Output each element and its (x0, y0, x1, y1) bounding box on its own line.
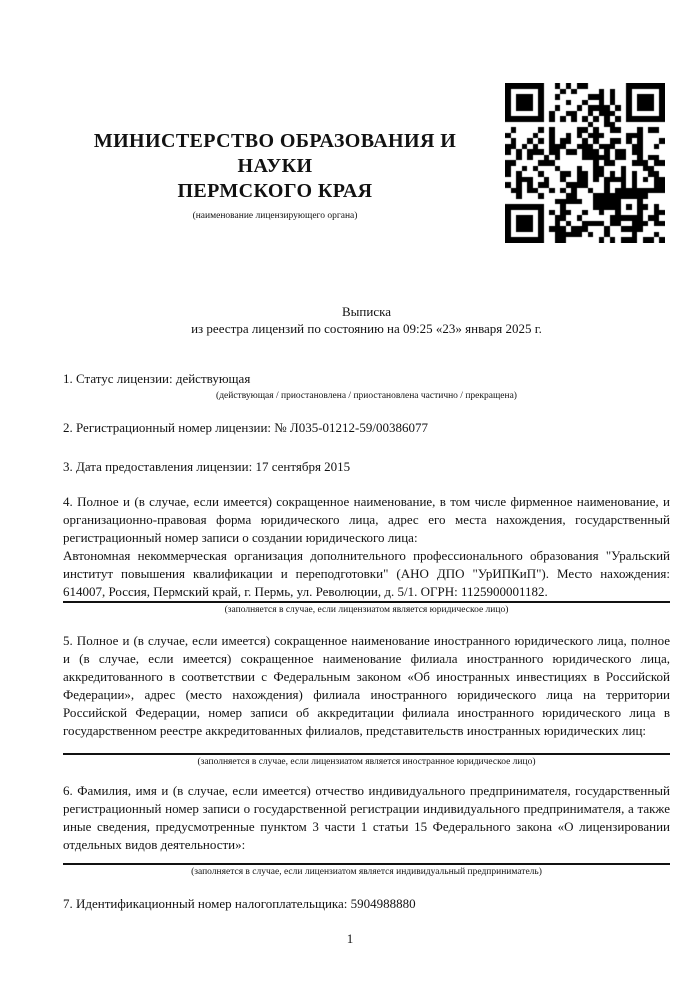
item-5-foreign-entity-label: 5. Полное и (в случае, если имеется) сокращенное наименование иностранного юридического лица, полное и (в случае, если имеется) сокращенное наименование филиала иностранного юридического лица, аккредитованного в соответствии с Федеральным законом «Об иностранных инвестициях в Российской Федерации», адрес (место нахождения) филиала иностранного юридического лица на территории Российской Федерации, номер записи об аккредитации филиала иностранного юридического лица в государственном реестре аккредитованных филиалов, представительств иностранных юридических лиц: (63, 633, 670, 738)
document-title (63, 303, 670, 337)
document-title-line2: из реестра лицензий по состоянию на 09:25 «23» января 2025 г. (191, 321, 542, 336)
item-4-legal-entity-label: 4. Полное и (в случае, если имеется) сокращенное наименование, в том числе фирменное наименование, и организационно-правовая форма юридического лица, адрес его места нахождения, государственный регистрационный номер записи о создании юридического лица: (63, 494, 670, 545)
item-5-caption: (заполняется в случае, если лицензиатом является иностранное юридическое лицо) (197, 757, 536, 767)
item-4-legal-entity-value: Автономная некоммерческая организация дополнительного профессионального образования "Уральский институт повышения квалификации и переподготовки" (АНО ДПО "УрИПКиП"). Место нахождения: 614007, Россия, Пермский край, г. Пермь, ул. Революции, д. 5/1. ОГРН: 1125900001182. (63, 548, 670, 599)
item-5-answer-line (63, 753, 670, 755)
item-3-license-date: 3. Дата предоставления лицензии: 17 сентября 2015 (63, 459, 351, 474)
ministry-caption: (наименование лицензирующего органа) (192, 211, 358, 221)
licensing-authority-header (65, 129, 485, 222)
document-body (63, 303, 670, 913)
ministry-name-line2: ПЕРМСКОГО КРАЯ (177, 180, 373, 202)
item-2-registration-number: 2. Регистрационный номер лицензии: № Л035-01212-59/00386077 (63, 420, 429, 435)
qr-code (505, 83, 665, 243)
ministry-name (65, 129, 485, 204)
item-6-caption: (заполняется в случае, если лицензиатом является индивидуальный предприниматель) (191, 867, 542, 877)
item-1-caption: (действующая / приостановлена / приостановлена частично / прекращена) (216, 391, 517, 401)
item-4-answer-line (63, 601, 670, 603)
item-4-caption: (заполняется в случае, если лицензиатом является юридическое лицо) (224, 605, 509, 615)
item-1-license-status: 1. Статус лицензии: действующая (63, 371, 251, 386)
page-number: 1 (346, 931, 354, 946)
item-7-taxpayer-number: 7. Идентификационный номер налогоплательщика: 5904988880 (63, 896, 416, 911)
ministry-name-line1: МИНИСТЕРСТВО ОБРАЗОВАНИЯ И НАУКИ (93, 130, 457, 177)
item-6-entrepreneur-label: 6. Фамилия, имя и (в случае, если имеется) отчество индивидуального предпринимателя, государственный регистрационный номер записи о государственной регистрации индивидуального предпринимателя, а также иные сведения, предусмотренные пунктом 3 части 1 статьи 15 Федерального закона «О лицензировании отдельных видов деятельности»: (63, 783, 670, 852)
item-6-answer-line (63, 863, 670, 865)
document-title-line1: Выписка (342, 304, 391, 319)
